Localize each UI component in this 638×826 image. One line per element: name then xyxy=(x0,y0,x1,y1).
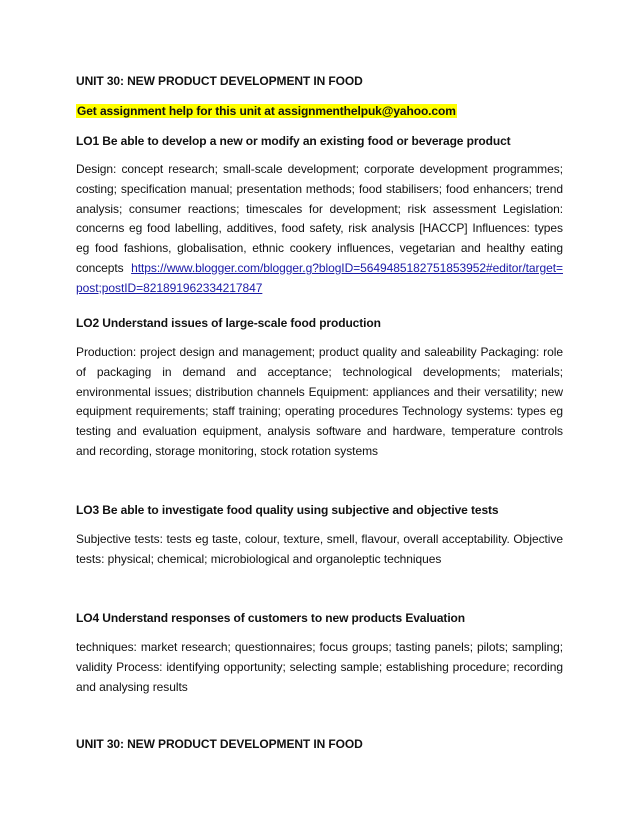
lo1-body: Design: concept research; small-scale development; corporate development programmes; costing; specification manual; presentation methods; food stabilisers; food enhancers; trend analysis; consumer reactions; timescales for development; risk assessment Legislation: concerns eg food labelling, additives, food safety, risk analysis [HACCP] Influences: types eg food fashions, globalisation, ethnic cookery influences, vegetarian and healthy eating concepts xyxy=(76,162,563,275)
assignment-help-line xyxy=(76,104,457,118)
lo1-paragraph xyxy=(76,160,563,299)
lo4-paragraph: techniques: market research; questionnaires; focus groups; tasting panels; pilots; sampling; validity Process: identifying opportunity; selecting sample; establishing procedure; recording and analysing results xyxy=(76,640,563,694)
lo3-heading: LO3 Be able to investigate food quality using subjective and objective tests xyxy=(76,503,499,517)
blogger-link[interactable]: https://www.blogger.com/blogger.g?blogID=5649485182751853952#editor/target=post;postID=821891962334217847 xyxy=(76,260,563,295)
unit-title: UNIT 30: NEW PRODUCT DEVELOPMENT IN FOOD xyxy=(76,74,363,88)
lo3-paragraph: Subjective tests: tests eg taste, colour, texture, smell, flavour, overall acceptability. Objective tests: physical; chemical; microbiological and organoleptic techniques xyxy=(76,532,563,566)
lo2-heading: LO2 Understand issues of large-scale food production xyxy=(76,316,381,330)
lo4-heading: LO4 Understand responses of customers to new products Evaluation xyxy=(76,611,466,625)
lo1-heading: LO1 Be able to develop a new or modify an existing food or beverage product xyxy=(76,134,511,148)
lo2-paragraph: Production: project design and management; product quality and saleability Packaging: role of packaging in demand and acceptance; technological developments; materials; environmental issues; distribution channels Equipment: appliances and their versatility; new equipment requirements; staff training; operating procedures Technology systems: types eg testing and evaluation equipment, analysis software and hardware, temperature controls and recording, storage monitoring, stock rotation systems xyxy=(76,345,563,458)
highlighted-help-text: Get assignment help for this unit at assignmenthelpuk@yahoo.com xyxy=(77,104,456,118)
unit-title-repeat: UNIT 30: NEW PRODUCT DEVELOPMENT IN FOOD xyxy=(76,737,363,751)
